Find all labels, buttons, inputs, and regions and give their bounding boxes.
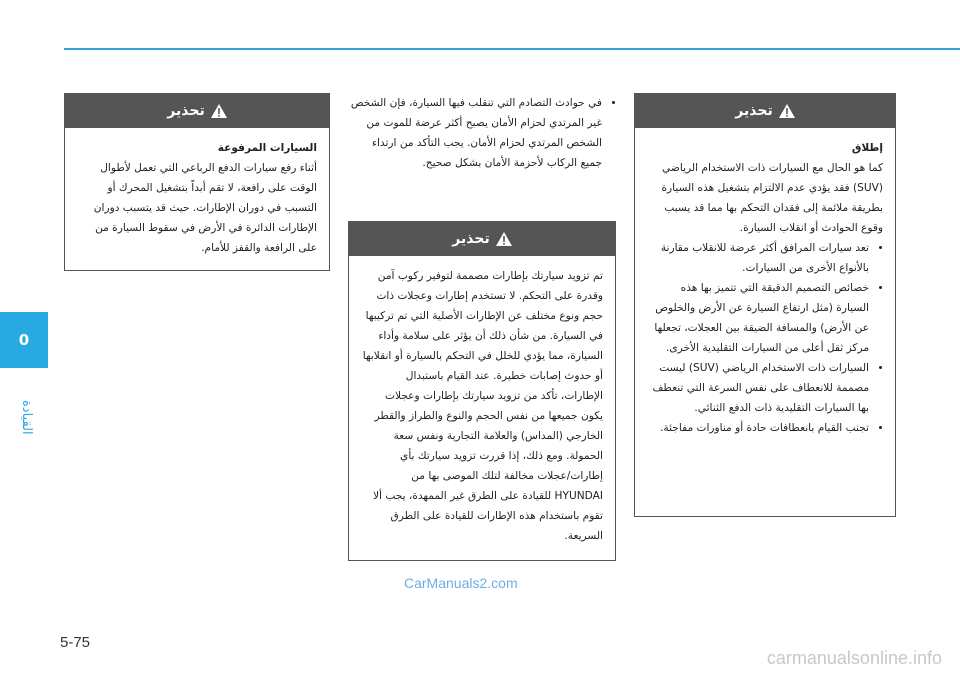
warning-title: تحذير — [167, 103, 205, 119]
warning-header — [65, 94, 329, 128]
box-title: إطلاق — [851, 142, 883, 154]
chapter-number: 0 — [18, 331, 30, 349]
warning-box-rollover — [634, 93, 896, 517]
footer-watermark: carmanualsonline.info — [766, 648, 942, 668]
header-rule — [64, 48, 960, 50]
box-intro: كما هو الحال مع السيارات ذات الاستخدام الرياضي (SUV) فقد يؤدي عدم الالتزام بتشغيل هذه السيارة بطريقة ملائمة إلى فقدان التحكم بها مما قد يسبب وقوع الحوادث أو انقلاب السيارة. — [661, 162, 883, 234]
page-number: 5-75 — [60, 634, 91, 651]
list-item: • في حوادث التصادم التي تنقلب فيها السيارة، فإن الشخص غير المرتدي لحزام الأمان يصبح أكثر عرضة للموت من الشخص المرتدي لحزام الأمان. يجب التأكد من ارتداء جميع الركاب لأحزمة الأمان بشكل صحيح. — [348, 93, 602, 173]
warning-title: تحذير — [735, 103, 773, 119]
warning-triangle-icon — [779, 104, 795, 118]
list-item: • تجنب القيام بانعطافات حادة أو مناورات مفاجئة. — [647, 418, 869, 438]
chapter-tab[interactable] — [0, 312, 48, 368]
warning-box-tires — [348, 221, 616, 561]
box-body-text: تم تزويد سيارتك بإطارات مصممة لتوفير ركوب آمن وقدرة على التحكم. لا تستخدم إطارات وعجلات ذات حجم ونوع مختلف عن الإطارات الأصلية التي تم تركيبها في السيارة. من شأن ذلك أن يؤثر على سلامة وأداء السيارة، مما يؤدي للخلل في التحكم بالسيارة أو انقلابها أو حدوث إصابات خطيرة. عند القيام باستبدال الإطارات، تأكد من تزويد سيارتك بإطارات وعجلات يكون جميعها من نفس الحجم والنوع والطراز والقطر الخارجي (المداس) والعلامة التجارية ونفس سعة الحمولة. ومع ذلك، إذا قررت تزويد سيارتك بأي إطارات/عجلات مخالفة لتلك الموصى بها من HYUNDAI للقيادة على الطرق غير الممهدة، يجب ألا تقوم باستخدام هذه الإطارات للقيادة على الطرق السريعة. — [362, 270, 603, 542]
list-item: • السيارات ذات الاستخدام الرياضي (SUV) ليست مصممة للانعطاف على نفس السرعة التي تنعطف بها السيارات التقليدية ذات الدفع الثنائي. — [647, 358, 869, 418]
list-item: • تعد سيارات المرافق أكثر عرضة للانقلاب مقارنة بالأنواع الأخرى من السيارات. — [647, 238, 869, 278]
continued-text — [348, 93, 616, 173]
warning-title: تحذير — [452, 231, 490, 247]
warning-triangle-icon — [496, 232, 512, 246]
warning-box-lifted — [64, 93, 330, 271]
chapter-label: القيادة — [19, 399, 34, 435]
box-title: السيارات المرفوعة — [217, 142, 317, 154]
watermark-link[interactable]: CarManuals2.com — [404, 575, 518, 591]
box-body-text: أثناء رفع سيارات الدفع الرباعي التي تعمل لأطوال الوقت على رافعة، لا تقم أبداً بتشغيل المحرك أو التسبب في دوران الإطارات. حيث قد يتسبب دوران الإطارات الدائرة في الأرض في سقوط السيارة من على الرافعة والقفز للأمام. — [93, 162, 317, 254]
warning-header — [349, 222, 615, 256]
warning-triangle-icon — [211, 104, 227, 118]
list-item: • خصائص التصميم الدقيقة التي تتميز بها هذه السيارة (مثل ارتفاع السيارة عن الأرض والخلوص عن الأرض) والمسافة الضيقة بين العجلات، تجعلها مركز ثقل أعلى من السيارات التقليدية الأخرى. — [647, 278, 869, 358]
warning-header — [635, 94, 895, 128]
